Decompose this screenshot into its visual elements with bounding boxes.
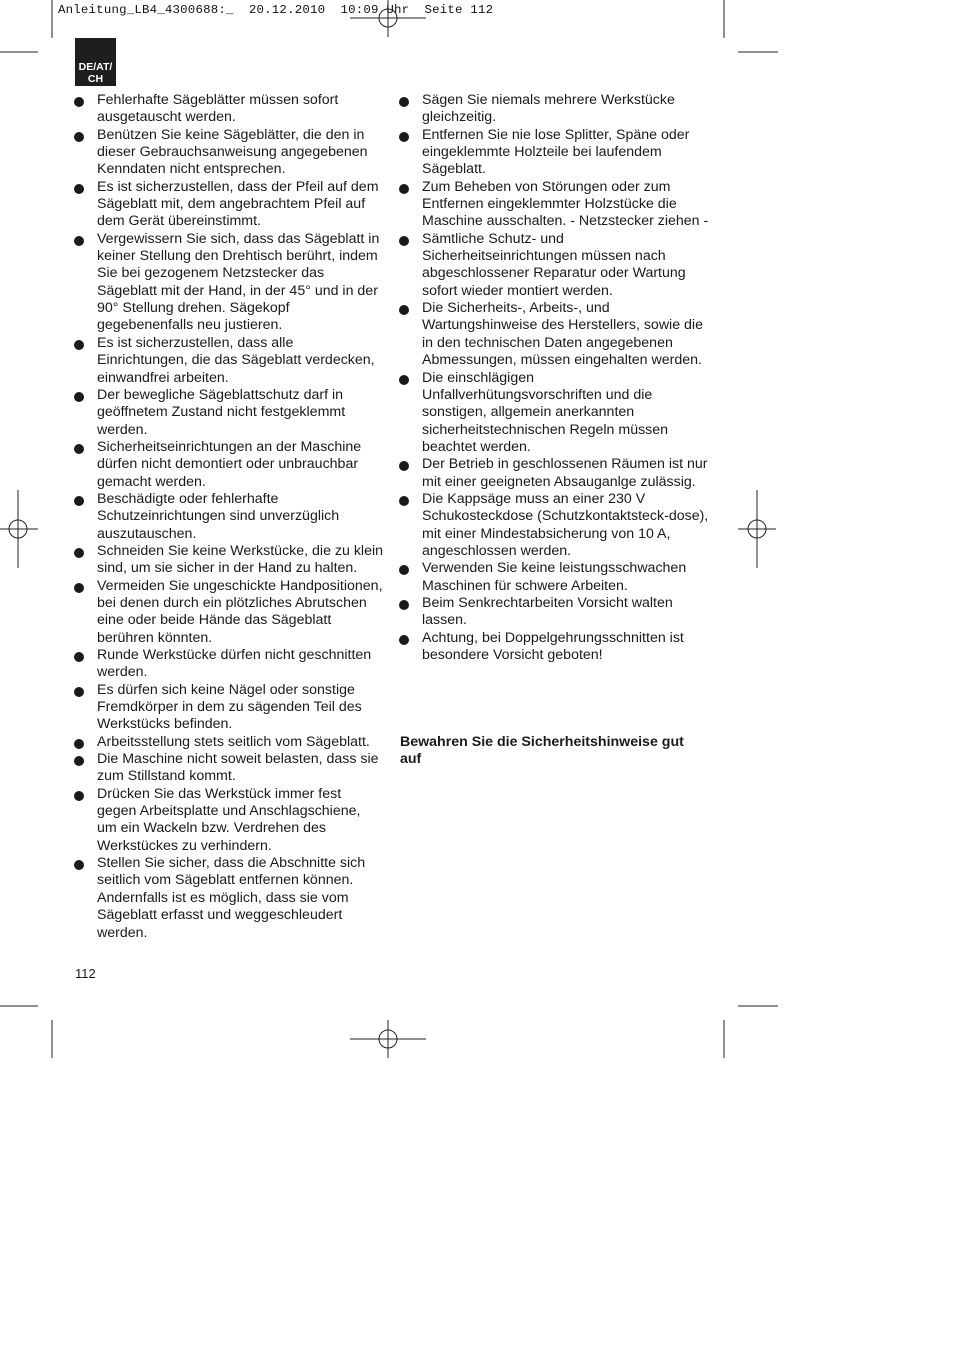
bullet-icon bbox=[399, 635, 409, 645]
list-item bbox=[74, 578, 384, 647]
list-item-text: Drücken Sie das Werkstück immer fest gegen Arbeitsplatte und Anschlagschiene, um ein Wackeln bzw. Verdrehen des Werkstückes zu verhindern. bbox=[97, 785, 361, 854]
list-item bbox=[399, 456, 711, 491]
list-item bbox=[74, 231, 384, 335]
list-item bbox=[74, 786, 384, 855]
list-item-text: Verwenden Sie keine leistungsschwachen Maschinen für schwere Arbeiten. bbox=[422, 560, 687, 594]
list-item bbox=[399, 630, 711, 665]
list-item-text: Vermeiden Sie ungeschickte Handpositionen, bei denen durch ein plötzliches Abrutschen eine oder beide Hände das Sägeblatt berühren könnten. bbox=[97, 577, 383, 646]
list-item bbox=[74, 682, 384, 734]
language-badge-line-2: CH bbox=[87, 73, 104, 85]
left-column-safety-list bbox=[74, 92, 384, 942]
list-item bbox=[399, 491, 711, 560]
language-badge bbox=[75, 38, 116, 86]
list-item bbox=[399, 560, 711, 595]
bullet-icon bbox=[74, 236, 84, 246]
bullet-icon bbox=[399, 461, 409, 471]
list-item bbox=[399, 92, 711, 127]
bullet-icon bbox=[399, 236, 409, 246]
bullet-icon bbox=[399, 496, 409, 506]
bullet-icon bbox=[74, 97, 84, 107]
list-item bbox=[74, 491, 384, 543]
list-item-text: Entfernen Sie nie lose Splitter, Späne oder eingeklemmte Holzteile bei laufendem Sägeblatt. bbox=[422, 126, 690, 178]
bullet-icon bbox=[399, 565, 409, 575]
bullet-icon bbox=[74, 687, 84, 697]
list-item-text: Stellen Sie sicher, dass die Abschnitte sich seitlich vom Sägeblatt entfernen können. Andernfalls ist es möglich, dass sie vom Sägeblatt erfasst und weggeschleudert werden. bbox=[97, 855, 366, 941]
bullet-icon bbox=[74, 583, 84, 593]
list-item-text: Der bewegliche Sägeblattschutz darf in geöffnetem Zustand nicht festgeklemmt werden. bbox=[97, 386, 346, 438]
list-item-text: Benützen Sie keine Sägeblätter, die den in dieser Gebrauchsanweisung angegebenen Kenndaten nicht entsprechen. bbox=[97, 126, 368, 178]
bullet-icon bbox=[74, 860, 84, 870]
list-item-text: Die Kappsäge muss an einer 230 V Schukosteckdose (Schutzkontaktsteck-dose), mit einer Mindestabsicherung von 10 A, angeschlossen werden. bbox=[422, 490, 709, 559]
registration-mark-right bbox=[738, 490, 776, 568]
list-item bbox=[399, 370, 711, 457]
list-item-text: Die einschlägigen Unfallverhütungsvorschriften und die sonstigen, allgemein anerkannten sicherheitstechnischen Regeln müssen beachtet werden. bbox=[422, 369, 669, 455]
bullet-icon bbox=[74, 548, 84, 558]
list-item-text: Vergewissern Sie sich, dass das Sägeblatt in keiner Stellung den Drehtisch berührt, indem Sie bei gezogenem Netzstecker das Sägeblatt mit der Hand, in der 45° und in der 90° Stellung drehen. Sägekopf gegebenenfalls neu justieren. bbox=[97, 230, 380, 334]
bullet-icon bbox=[399, 305, 409, 315]
list-item-text: Runde Werkstücke dürfen nicht geschnitten werden. bbox=[97, 647, 372, 681]
list-item bbox=[74, 734, 384, 751]
bullet-icon bbox=[74, 791, 84, 801]
list-item-text: Sämtliche Schutz- und Sicherheitseinrichtungen müssen nach abgeschlossener Reparatur oder Wartung sofort wieder montiert werden. bbox=[422, 230, 686, 299]
list-item bbox=[399, 231, 711, 300]
list-item-text: Der Betrieb in geschlossenen Räumen ist nur mit einer geeigneten Absauganlge zulässig. bbox=[422, 456, 708, 490]
list-item-text: Schneiden Sie keine Werkstücke, die zu klein sind, um sie sicher in der Hand zu halten. bbox=[97, 542, 384, 577]
list-item-text: Sägen Sie niemals mehrere Werkstücke gleichzeitig. bbox=[422, 92, 675, 126]
list-item bbox=[399, 595, 711, 630]
bullet-icon bbox=[399, 132, 409, 142]
closing-note: Bewahren Sie die Sicherheitshinweise gut auf bbox=[400, 734, 684, 768]
list-item-text: Es ist sicherzustellen, dass der Pfeil auf dem Sägeblatt mit, dem angebrachtem Pfeil auf dem Gerät übereinstimmt. bbox=[97, 178, 379, 230]
right-column-safety-list bbox=[399, 92, 711, 664]
list-item bbox=[399, 300, 711, 369]
list-item bbox=[74, 647, 384, 682]
bullet-icon bbox=[74, 184, 84, 194]
bullet-icon bbox=[74, 444, 84, 454]
list-item-text: Es ist sicherzustellen, dass alle Einrichtungen, die das Sägeblatt verdecken, einwandfrei arbeiten. bbox=[97, 334, 375, 386]
list-item bbox=[74, 335, 384, 387]
bullet-icon bbox=[74, 392, 84, 402]
language-badge-line-1: DE/AT/ bbox=[78, 61, 113, 73]
list-item bbox=[74, 92, 384, 127]
bullet-icon bbox=[74, 496, 84, 506]
list-item-text: Beim Senkrechtarbeiten Vorsicht walten lassen. bbox=[422, 594, 673, 629]
list-item bbox=[74, 387, 384, 439]
registration-mark-bottom bbox=[350, 1020, 426, 1058]
list-item bbox=[74, 751, 384, 786]
list-item bbox=[399, 179, 711, 231]
bullet-icon bbox=[399, 600, 409, 610]
bullet-icon bbox=[74, 756, 84, 766]
list-item-text: Achtung, bei Doppelgehrungsschnitten ist besondere Vorsicht geboten! bbox=[422, 629, 684, 663]
list-item bbox=[74, 855, 384, 942]
list-item bbox=[74, 439, 384, 491]
print-slug-header: Anleitung_LB4_4300688:_ 20.12.2010 10:09 Uhr Seite 112 bbox=[58, 3, 494, 17]
registration-mark-left bbox=[0, 490, 38, 568]
list-item bbox=[74, 179, 384, 231]
list-item-text: Beschädigte oder fehlerhafte Schutzeinrichtungen sind unverzüglich auszutauschen. bbox=[97, 490, 340, 542]
list-item-text: Die Sicherheits-, Arbeits-, und Wartungshinweise des Herstellers, sowie die in den technischen Daten angegebenen Abmessungen, müssen eingehalten werden. bbox=[422, 300, 703, 369]
page-number: 112 bbox=[75, 966, 96, 981]
list-item-text: Es dürfen sich keine Nägel oder sonstige Fremdkörper in dem zu sägenden Teil des Werkstücks befinden. bbox=[97, 681, 362, 733]
bullet-icon bbox=[399, 375, 409, 385]
bullet-icon bbox=[74, 132, 84, 142]
list-item-text: Sicherheitseinrichtungen an der Maschine dürfen nicht demontiert oder unbrauchbar gemacht werden. bbox=[97, 438, 362, 490]
bullet-icon bbox=[74, 739, 84, 749]
bullet-icon bbox=[74, 340, 84, 350]
list-item bbox=[399, 127, 711, 179]
list-item-text: Fehlerhafte Sägeblätter müssen sofort ausgetauscht werden. bbox=[97, 92, 339, 126]
list-item bbox=[74, 543, 384, 578]
bullet-icon bbox=[74, 652, 84, 662]
list-item-text: Die Maschine nicht soweit belasten, dass sie zum Stillstand kommt. bbox=[97, 751, 379, 785]
bullet-icon bbox=[399, 97, 409, 107]
bullet-icon bbox=[399, 184, 409, 194]
list-item-text: Zum Beheben von Störungen oder zum Entfernen eingeklemmter Holzstücke die Maschine ausschalten. - Netzstecker ziehen - bbox=[422, 178, 709, 230]
list-item-text: Arbeitsstellung stets seitlich vom Sägeblatt. bbox=[97, 733, 370, 750]
list-item bbox=[74, 127, 384, 179]
